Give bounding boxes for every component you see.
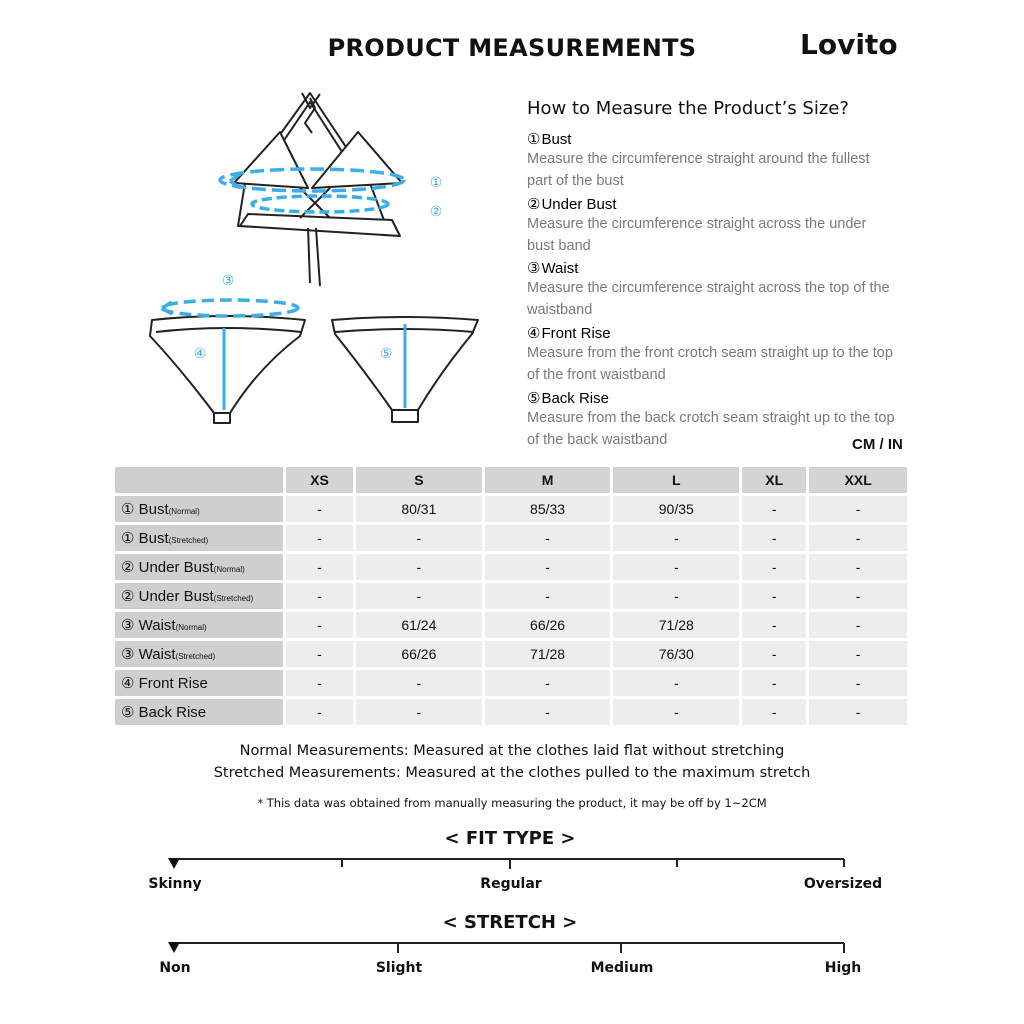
- table-cell: -: [613, 699, 739, 725]
- guide-item-front-rise: [527, 324, 897, 386]
- table-cell: -: [742, 525, 806, 551]
- note-normal: Normal Measurements: Measured at the clothes laid flat without stretching: [239, 743, 785, 759]
- table-cell: 85/33: [485, 496, 611, 522]
- guide-item-number: ③: [527, 260, 541, 277]
- guide-item-description: Measure the circumference straight around the fullest part of the bust: [527, 151, 870, 189]
- size-table: [112, 464, 910, 728]
- measurement-diagram: [130, 88, 490, 433]
- guide-item-name: Waist: [541, 259, 579, 277]
- table-cell: -: [809, 670, 907, 696]
- table-row: [115, 699, 907, 725]
- table-cell: -: [286, 670, 353, 696]
- table-cell: -: [809, 699, 907, 725]
- guide-item-bust: [527, 130, 897, 192]
- stretch-title: < STRETCH >: [442, 912, 578, 933]
- size-header-l: L: [613, 467, 739, 493]
- guide-item-number: ④: [527, 325, 541, 342]
- guide-item-number: ①: [527, 131, 541, 148]
- unit-label: CM / IN: [852, 436, 903, 453]
- table-cell: 71/28: [485, 641, 611, 667]
- size-table-header: [115, 467, 907, 493]
- table-cell: -: [809, 554, 907, 580]
- table-cell: -: [356, 525, 482, 551]
- table-cell: 71/28: [613, 612, 739, 638]
- table-cell: -: [286, 641, 353, 667]
- table-cell: 66/26: [356, 641, 482, 667]
- table-cell: -: [742, 670, 806, 696]
- row-label: ⑤ Back Rise: [115, 699, 283, 725]
- table-cell: -: [356, 583, 482, 609]
- table-cell: -: [742, 496, 806, 522]
- table-cell: -: [742, 583, 806, 609]
- size-header-m: M: [485, 467, 611, 493]
- guide-heading: How to Measure the Product’s Size?: [527, 98, 849, 119]
- table-cell: -: [613, 554, 739, 580]
- table-cell: -: [286, 699, 353, 725]
- fit-type-label-regular: Regular: [480, 876, 542, 892]
- guide-item-name: Bust: [541, 130, 572, 148]
- table-cell: -: [742, 699, 806, 725]
- table-cell: -: [742, 612, 806, 638]
- table-cell: -: [356, 554, 482, 580]
- guide-item-number: ②: [527, 196, 541, 213]
- diagram-label-waist: ③: [221, 273, 235, 289]
- table-corner-cell: [115, 467, 283, 493]
- row-label: ③ Waist(Normal): [115, 612, 283, 638]
- guide-item-description: Measure from the front crotch seam straight up to the top of the front waistband: [527, 345, 893, 383]
- guide-item-description: Measure the circumference straight across the under bust band: [527, 216, 867, 254]
- table-cell: -: [485, 554, 611, 580]
- table-cell: -: [286, 496, 353, 522]
- table-cell: -: [809, 612, 907, 638]
- diagram-label-bust: ①: [429, 175, 443, 191]
- stretch-label-non: Non: [159, 960, 191, 976]
- table-cell: -: [485, 670, 611, 696]
- table-cell: -: [809, 583, 907, 609]
- guide-item-under-bust: [527, 195, 897, 257]
- row-label: ④ Front Rise: [115, 670, 283, 696]
- table-cell: -: [809, 525, 907, 551]
- row-label: ② Under Bust(Normal): [115, 554, 283, 580]
- size-header-xs: XS: [286, 467, 353, 493]
- diagram-label-back-rise: ⑤: [379, 346, 393, 362]
- row-label: ① Bust(Stretched): [115, 525, 283, 551]
- guide-item-back-rise: [527, 389, 897, 451]
- size-header-xl: XL: [742, 467, 806, 493]
- guide-item-name: Under Bust: [541, 195, 617, 213]
- table-row: [115, 525, 907, 551]
- stretch-scale: [0, 934, 1024, 960]
- row-label: ③ Waist(Stretched): [115, 641, 283, 667]
- brand-logo: Lovito: [800, 28, 898, 61]
- note-stretched: Stretched Measurements: Measured at the clothes pulled to the maximum stretch: [213, 765, 811, 781]
- row-label: ① Bust(Normal): [115, 496, 283, 522]
- size-header-xxl: XXL: [809, 467, 907, 493]
- table-row: [115, 670, 907, 696]
- table-cell: -: [485, 699, 611, 725]
- stretch-marker-icon: [168, 942, 180, 953]
- table-cell: -: [286, 554, 353, 580]
- stretch-label-high: High: [824, 960, 862, 976]
- table-cell: 80/31: [356, 496, 482, 522]
- table-row: [115, 612, 907, 638]
- diagram-label-under-bust: ②: [429, 204, 443, 220]
- table-row: [115, 583, 907, 609]
- table-cell: -: [485, 583, 611, 609]
- fit-type-title: < FIT TYPE >: [444, 828, 576, 849]
- note-disclaimer: * This data was obtained from manually measuring the product, it may be off by 1~2CM: [257, 796, 767, 810]
- table-cell: -: [286, 612, 353, 638]
- guide-item-name: Front Rise: [541, 324, 611, 342]
- fit-type-marker-icon: [168, 858, 180, 869]
- table-cell: -: [613, 670, 739, 696]
- guide-item-number: ⑤: [527, 390, 541, 407]
- diagram-label-front-rise: ④: [193, 346, 207, 362]
- table-cell: -: [613, 525, 739, 551]
- guide-item-description: Measure from the back crotch seam straight up to the top of the back waistband: [527, 410, 895, 448]
- guide-item-name: Back Rise: [541, 389, 609, 407]
- size-header-s: S: [356, 467, 482, 493]
- table-cell: -: [286, 525, 353, 551]
- guide-item-description: Measure the circumference straight across the top of the waistband: [527, 280, 890, 318]
- row-label: ② Under Bust(Stretched): [115, 583, 283, 609]
- table-cell: -: [613, 583, 739, 609]
- table-cell: 61/24: [356, 612, 482, 638]
- guide-item-waist: [527, 259, 897, 321]
- table-row: [115, 496, 907, 522]
- table-cell: 76/30: [613, 641, 739, 667]
- stretch-label-medium: Medium: [590, 960, 654, 976]
- table-cell: -: [742, 641, 806, 667]
- fit-type-label-oversized: Oversized: [803, 876, 883, 892]
- table-cell: -: [286, 583, 353, 609]
- table-cell: 90/35: [613, 496, 739, 522]
- table-cell: 66/26: [485, 612, 611, 638]
- table-cell: -: [742, 554, 806, 580]
- table-cell: -: [485, 525, 611, 551]
- fit-type-scale: [0, 850, 1024, 876]
- table-row: [115, 641, 907, 667]
- waist-measure-line: [162, 300, 298, 316]
- page-title: PRODUCT MEASUREMENTS: [327, 34, 697, 62]
- table-cell: -: [809, 496, 907, 522]
- fit-type-label-skinny: Skinny: [148, 876, 202, 892]
- stretch-label-slight: Slight: [375, 960, 423, 976]
- table-row: [115, 554, 907, 580]
- bottom-front-sketch: [150, 316, 305, 423]
- table-cell: -: [809, 641, 907, 667]
- table-cell: -: [356, 699, 482, 725]
- table-cell: -: [356, 670, 482, 696]
